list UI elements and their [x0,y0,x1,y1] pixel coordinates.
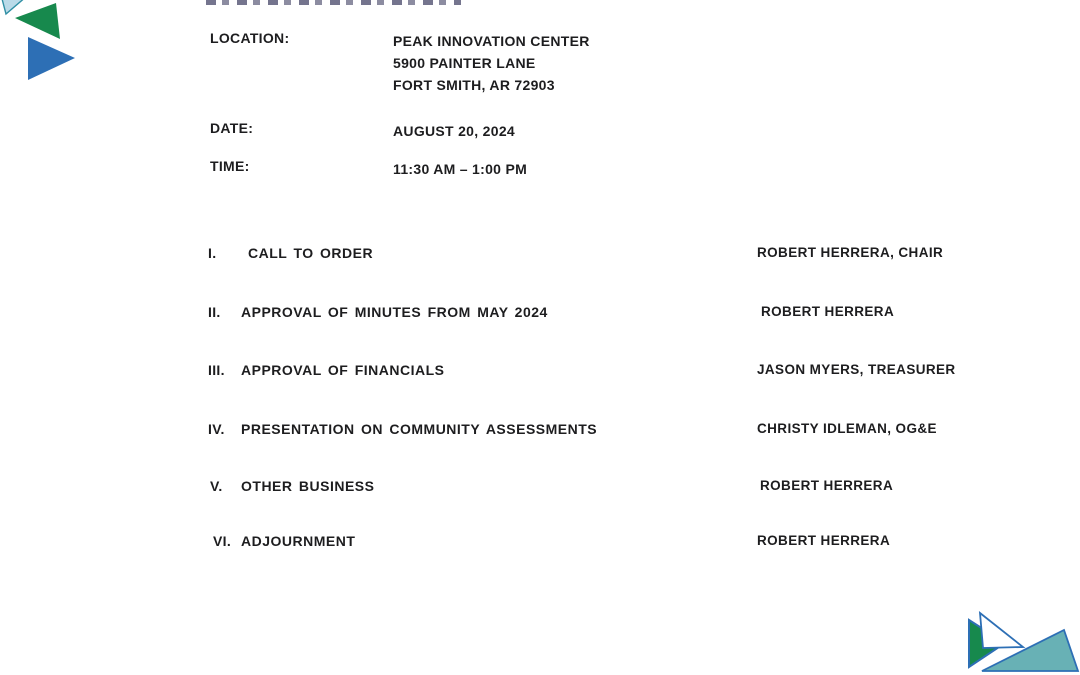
agenda-item-approval-of-minutes [0,304,1080,322]
location-line-2: 5900 PAINTER LANE [393,55,536,71]
agenda-item-title: APPROVAL OF MINUTES FROM MAY 2024 [241,304,548,320]
location-line-1: PEAK INNOVATION CENTER [393,33,590,49]
agenda-item-adjournment [0,533,1080,551]
agenda-item-numeral: III. [208,362,225,378]
agenda-item-other-business [0,478,1080,496]
agenda-item-numeral: VI. [213,533,232,549]
agenda-item-approval-of-financials [0,362,1080,380]
org-logo-bottom-right [955,605,1080,675]
pale-blue-triangle [1,0,27,14]
agenda-item-title: OTHER BUSINESS [241,478,375,494]
org-logo-top-left [0,0,90,92]
agenda-item-call-to-order [0,245,1080,263]
location-value [393,30,590,96]
location-line-3: FORT SMITH, AR 72903 [393,77,555,93]
blue-right-triangle [28,37,75,80]
agenda-item-title: ADJOURNMENT [241,533,356,549]
agenda-item-title: CALL TO ORDER [248,245,374,261]
agenda-item-title: APPROVAL OF FINANCIALS [241,362,445,378]
agenda-item-presenter: ROBERT HERRERA [761,304,895,319]
agenda-item-numeral: IV. [208,421,225,437]
time-value: 11:30 AM – 1:00 PM [393,161,528,177]
agenda-item-presenter: JASON MYERS, TREASURER [757,362,956,377]
location-label: LOCATION: [210,30,290,46]
agenda-item-presenter: CHRISTY IDLEMAN, OG&E [757,421,937,436]
agenda-item-presenter: ROBERT HERRERA, CHAIR [757,245,944,260]
agenda-item-presenter: ROBERT HERRERA [760,478,894,493]
white-outline-triangle [980,613,1023,648]
agenda-item-presentation [0,421,1080,439]
date-value: AUGUST 20, 2024 [393,123,515,139]
time-label: TIME: [210,158,250,174]
agenda-item-numeral: V. [210,478,223,494]
clipped-title-remnant [206,0,461,5]
agenda-item-presenter: ROBERT HERRERA [757,533,891,548]
date-label: DATE: [210,120,254,136]
green-left-triangle [15,3,60,39]
agenda-item-numeral: II. [208,304,221,320]
agenda-item-title: PRESENTATION ON COMMUNITY ASSESSMENTS [241,421,598,437]
agenda-item-numeral: I. [208,245,217,261]
